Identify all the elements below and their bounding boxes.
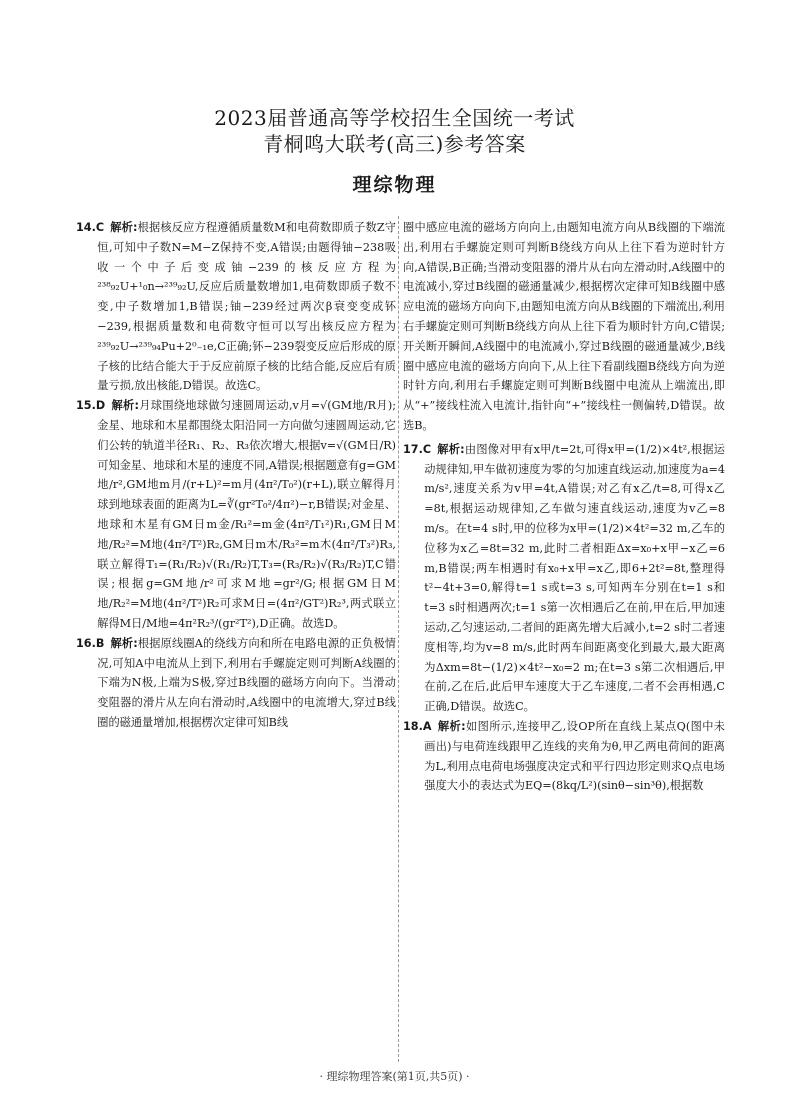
page-footer: · 理综物理答案(第1页,共5页) · [319,1070,470,1083]
answer-18 [403,717,725,796]
answer-text: 由图像对甲有x甲/t=2t,可得x甲=(1/2)×4t²,根据运动规律知,甲车做初速度为零的匀加速直线运动,加速度为a=4 m/s²,速度关系为v甲=4t,A错误;对乙有x乙/t=8,可得x乙=8t,根据运动规律知,乙车做匀速直线运动,速度为v乙=8 m/s。在t=4 s时,甲的位移为x甲=(1/2)×4t²=32 m,乙车的位移为x乙=8t=32 m,此时二者相距Δx=x₀+x甲−x乙=6 m,B错误;两车相遇时有x₀+x甲=x乙,即6+2t²=8t,整理得t²−4t+3=0,解得t=1 s或t=3 s,可知两车分别在t=1 s和t=3 s时相遇两次;t=1 s第一次相遇后乙在前,甲在后,甲加速运动,乙匀速运动,二者间的距离先增大后减小,t=2 s时二者速度相等,均为v=8 m/s,此时两车间距离变化到最大,最大距离为Δxm=8t−(1/2)×4t²−x₀=2 m;在t=3 s第二次相遇后,甲在前,乙在后,此后甲车速度大于乙车速度,二者不会再相遇,C正确,D错误。故选C。 [424,442,725,714]
answer-number: 17.C [403,442,432,456]
answer-text: 如图所示,连接甲乙,设OP所在直线上某点Q(图中未画出)与电荷连线跟甲乙连线的夹角为θ,甲乙两电荷间的距离为L,利用点电荷电场强度决定式和平行四边形定则求Q点电场强度大小的表达式为EQ=(8kq/L²)(sinθ−sin³θ),根据数 [424,719,725,793]
answer-16 [76,634,396,733]
analysis-label: 解析: [111,399,139,413]
answer-14 [76,218,396,396]
left-column [76,218,396,733]
analysis-label: 解析: [110,636,138,650]
column-divider [398,216,399,1062]
answer-text: 根据原线圈A的绕线方向和所在电路电源的正负极情况,可知A中电流从上到下,利用右手螺旋定则可判断A线圈的下端为N极,上端为S极,穿过B线圈的磁场方向向下。当滑动变阻器的滑片从左向右滑动时,A线圈中的电流增大,穿过B线圈的磁通量增加,根据楞次定律可知B线 [97,636,396,729]
exam-title: 2023届普通高等学校招生全国统一考试 [214,106,575,130]
answer-number: 18.A [403,719,432,733]
answer-number: 16.B [76,636,105,650]
right-column [403,218,725,796]
analysis-label: 解析: [437,442,465,456]
answer-text: 月球围绕地球做匀速圆周运动,v月=√(GM地/R月);金星、地球和木星都围绕太阳沿同一方向做匀速圆周运动,它们公转的轨道半径R₁、R₂、R₃依次增大,根据v=√(GM日/R)可知金星、地球和木星的速度不同,A错误;根据题意有g=GM地/r²,GM地m月/(r+L)²=m月(4π²/T₀²)(r+L),联立解得月球到地球表面的距离为L=∛(gr²T₀²/4π²)−r,B错误;对金星、地球和木星有GM日m金/R₁²=m金(4π²/T₁²)R₁,GM日M地/R₂²=M地(4π²/T²)R₂,GM日m木/R₃²=m木(4π²/T₃²)R₃,联立解得T₁=(R₁/R₂)√(R₁/R₂)T,T₃=(R₃/R₂)√(R₃/R₂)T,C错误;根据g=GM地/r²可求M地=gr²/G;根据GM日M地/R₂²=M地(4π²/T²)R₂可求M日=(4π²/GT²)R₂³,两式联立解得M日/M地=4π²R₂³/(gr²T²),D正确。故选D。 [97,399,396,630]
answer-16-continuation: 圈中感应电流的磁场方向向上,由题知电流方向从B线圈的下端流出,利用右手螺旋定则可判断B绕线方向从上往下看为逆时针方向,A错误,B正确;当滑动变阻器的滑片从右向左滑动时,A线圈中的电流减小,穿过B线圈的磁通量减少,根据楞次定律可知B线圈中感应电流的磁场方向向下,由题知电流方向从B线圈的下端流出,利用右手螺旋定则可判断B绕线方向从上往下看为顺时针方向,C错误;开关断开瞬间,A线圈中的电流减小,穿过B线圈的磁通量减少,B线圈中感应电流的磁场方向向下,从上往下看副线圈B绕线方向为逆时针方向,利用右手螺旋定则可判断B线圈中电流从上端流出,即从“+”接线柱流入电流计,指针向“+”接线柱一侧偏转,D错误。故选B。 [403,221,725,432]
answer-text: 根据核反应方程遵循质量数M和电荷数即质子数Z守恒,可知中子数N=M−Z保持不变,A错误;由题得铀−238吸收一个中子后变成铀−239的核反应方程为²³⁸₉₂U+¹₀n→²³⁹₉₂U,反应后质量数增加1,电荷数即质子数不变,中子数增加1,B错误;铀−239经过两次β衰变变成钚−239,根据质量数和电荷数守恒可以写出核反应方程为²³⁹₉₂U→²³⁹₉₄Pu+2⁰₋₁e,C正确;钚−239裂变反应后形成的原子核的比结合能大于于反应前原子核的比结合能,反应后有质量亏损,放出核能,D错误。故选C。 [97,221,396,393]
answer-number: 15.D [76,399,106,413]
analysis-label: 解析: [437,719,466,733]
answer-17 [403,440,725,717]
answer-number: 14.C [76,221,105,234]
answer-key-title: 青桐鸣大联考(高三)参考答案 [263,132,526,156]
subject-heading: 理综物理 [352,174,437,196]
analysis-label: 解析: [110,221,138,234]
answer-15 [76,396,396,634]
